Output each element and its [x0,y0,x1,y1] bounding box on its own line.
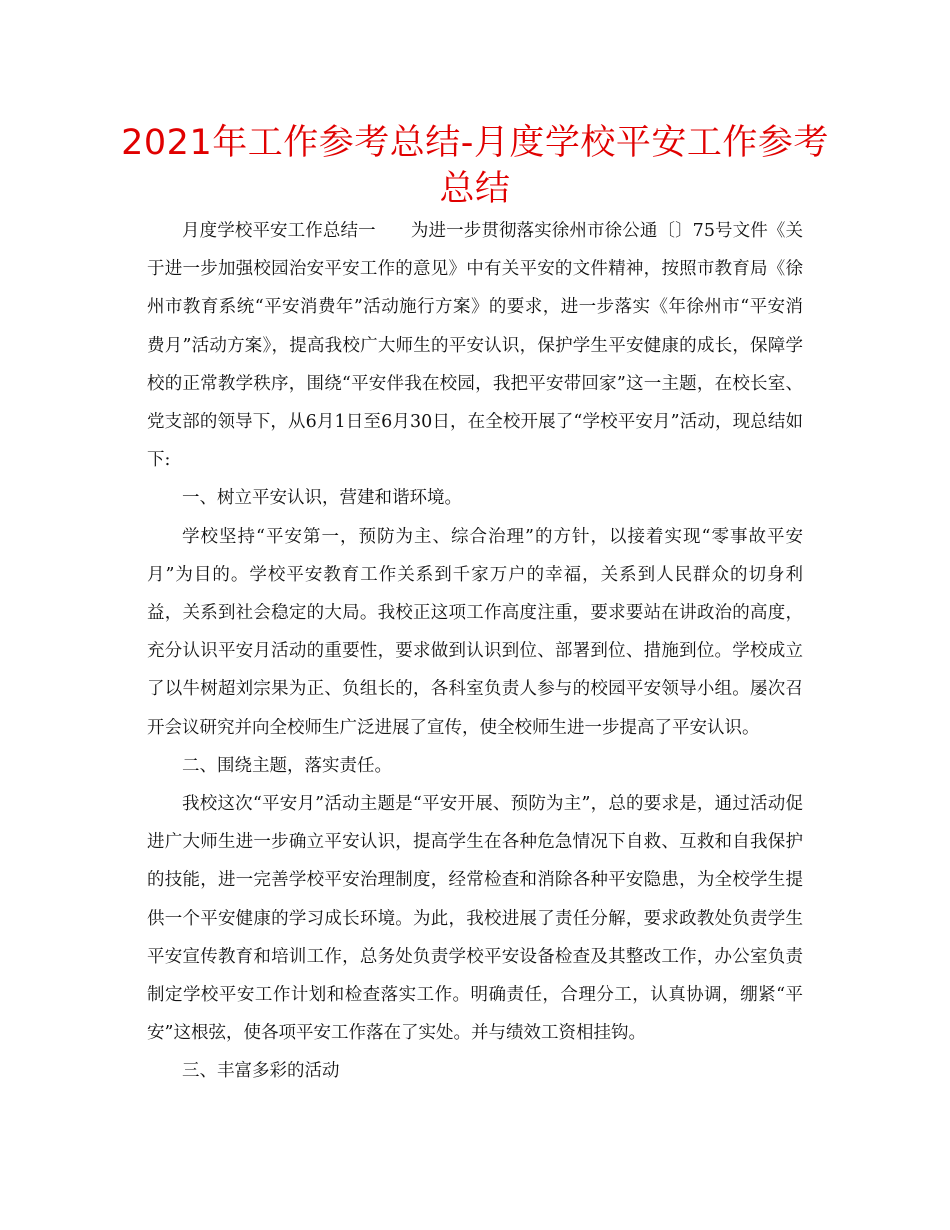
section-heading-3: 三、丰富多彩的活动 [182,1061,340,1082]
section-heading-2: 二、围绕主题，落实责任。 [182,755,392,776]
document-title: 2021年工作参考总结-月度学校平安工作参考总结 [121,123,829,209]
section-paragraph-2: 我校这次“平安月”活动主题是“平安开展、预防为主”，总的要求是，通过活动促进广大师生进一步确立平安认识，提高学生在各种危急情况下自救、互救和自我保护的技能，进一完善学校平安治理制度，经常检查和消除各种平安隐患，为全校学生提供一个平安健康的学习成长环境。为此，我校进展了责任分解，要求政教处负责学生平安宣传教育和培训工作，总务处负责学校平安设备检查及其整改工作，办公室负责制定学校平安工作计划和检查落实工作。明确责任，合理分工，认真协调，绷紧“平安”这根弦，使各项平安工作落在了实处。并与绩效工资相挂钩。 [147,794,803,1044]
document-body [147,212,803,1091]
intro-paragraph: 月度学校平安工作总结一 为进一步贯彻落实徐州市徐公通〔〕75号文件《关于进一步加强校园治安平安工作的意见》中有关平安的文件精神，按照市教育局《徐州市教育系统“平安消费年”活动施行方案》的要求，进一步落实《年徐州市“平安消费月”活动方案》，提高我校广大师生的平安认识，保护学生平安健康的成长，保障学校的正常教学秩序，围绕“平安伴我在校园，我把平安带回家”这一主题，在校长室、党支部的领导下，从6月1日至6月30日，在全校开展了“学校平安月”活动，现总结如下: [147,221,803,471]
section-paragraph-1: 学校坚持“平安第一，预防为主、综合治理”的方针，以接着实现“零事故平安月”为目的。学校平安教育工作关系到千家万户的幸福，关系到人民群众的切身利益，关系到社会稳定的大局。我校正这项工作高度注重，要求要站在讲政治的高度，充分认识平安月活动的重要性，要求做到认识到位、部署到位、措施到位。学校成立了以牛树超刘宗果为正、负组长的，各科室负责人参与的校园平安领导小组。屡次召开会议研究并向全校师生广泛进展了宣传，使全校师生进一步提高了平安认识。 [147,526,803,738]
section-heading-1: 一、树立平安认识，营建和谐环境。 [182,488,462,509]
